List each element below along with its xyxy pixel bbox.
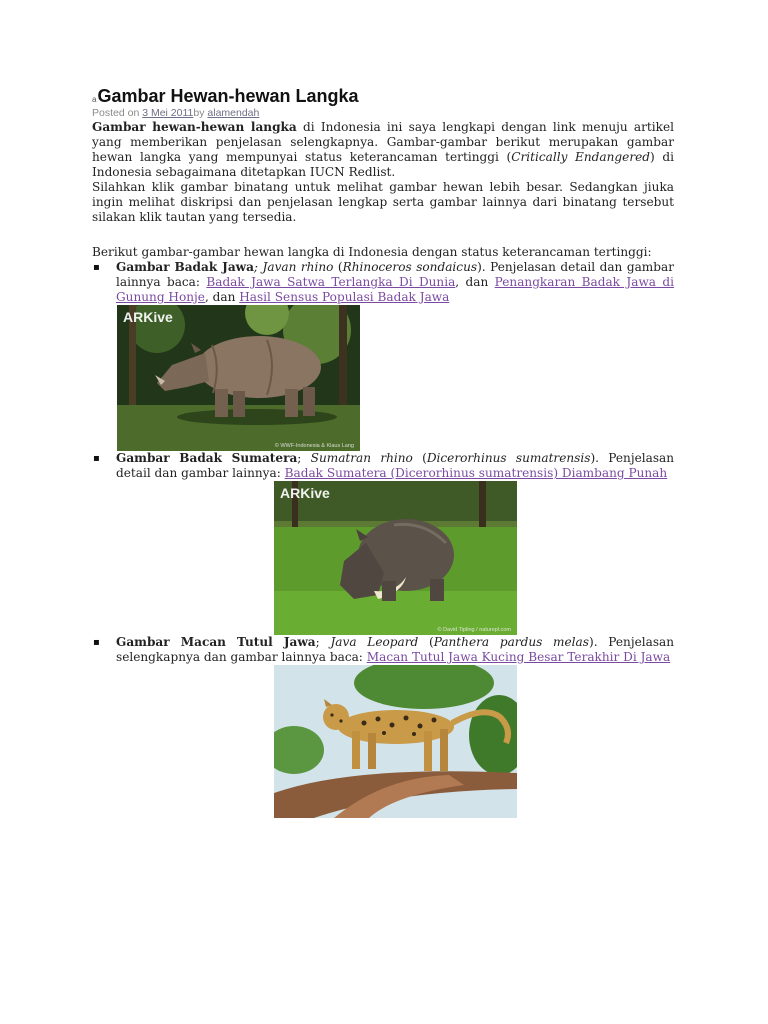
rhino-leg: [430, 579, 444, 601]
animal-description: [116, 635, 674, 665]
leopard-spot: [412, 732, 416, 736]
byline-by: by: [193, 107, 208, 119]
article: [92, 86, 674, 818]
animal-name: Gambar Macan Tutul Jawa: [116, 635, 316, 649]
leopard-spot: [382, 731, 386, 735]
leopard-spot: [389, 723, 394, 728]
java-leopard-photo[interactable]: [274, 665, 517, 818]
description-text: ). Penjelasan detail dan gambar lainnya:: [116, 451, 675, 480]
animal-item-java-leopard: [92, 635, 674, 818]
leopard-spot: [417, 724, 422, 729]
status-term: Critically Endangered: [511, 150, 650, 164]
article-link[interactable]: Penangkaran Badak Jawa di Gunung Honje: [116, 275, 675, 304]
tree-trunk: [339, 305, 347, 413]
leopard-spot: [375, 717, 380, 722]
description-text: ). Penjelasan detail dan gambar lainnya baca:: [116, 260, 674, 289]
leopard-head: [323, 704, 349, 730]
byline-prefix: Posted on: [92, 107, 143, 119]
square-bullet-icon: ▪: [93, 637, 100, 648]
intro-bold-term: Gambar hewan-hewan langka: [92, 120, 297, 134]
rhino-leg: [285, 389, 298, 417]
photo-credit: © David Tipling / naturepl.com: [437, 627, 511, 633]
intro-paragraph: [92, 120, 674, 180]
leopard-leg: [424, 731, 432, 771]
intro-text: di Indonesia ini saya lengkapi dengan link menuju artikel yang memberikan penjelasan selengkapnya. Gambar-gambar berikut merupakan gambar hewan langka yang mempunyai status keterancaman tertinggi (: [92, 120, 675, 164]
common-name: ; Javan rhino: [253, 260, 334, 274]
animal-item-javan-rhino: [92, 260, 674, 451]
leopard-leg: [368, 733, 376, 769]
animal-description: [116, 451, 674, 481]
rhino-leg: [233, 391, 245, 417]
instruction-paragraph: Silahkan klik gambar binatang untuk melihat gambar hewan lebih besar. Sedangkan jiuka ingin melihat diskripsi dan penjelasan lengkap serta gambar lainnya dari binatang tersebut silakan klik tautan yang tersedia.: [92, 180, 674, 224]
rhino-body: [197, 336, 321, 398]
leopard-spot: [431, 718, 436, 723]
page-title: Gambar Hewan-hewan Langka: [97, 86, 359, 106]
latin-name: Rhinoceros sondaicus: [342, 260, 478, 274]
leopard-leg: [352, 731, 360, 769]
sumatran-rhino-photo[interactable]: [274, 481, 517, 635]
description-text: ). Penjelasan selengkapnya dan gambar lainnya baca:: [116, 635, 675, 664]
intro-text-end: ) di Indonesia sebagaimana ditetapkan IUCN Redlist.: [92, 150, 674, 179]
animal-description: [116, 260, 674, 305]
watermark-text: ARKive: [123, 309, 173, 325]
tree-trunk: [479, 481, 486, 531]
article-body: [92, 120, 674, 818]
common-name: Sumatran rhino: [310, 451, 413, 465]
leopard-spot: [330, 713, 333, 716]
paren-open: (: [333, 260, 343, 274]
list-intro-paragraph: Berikut gambar-gambar hewan langka di Indonesia dengan status keterancaman tertinggi:: [92, 245, 652, 259]
rhino-leg: [303, 387, 315, 416]
leopard-spot: [339, 719, 342, 722]
byline: [92, 107, 674, 120]
article-link[interactable]: Hasil Sensus Populasi Badak Jawa: [239, 290, 450, 304]
rhino-leg: [382, 581, 396, 601]
name-separator: ;: [315, 635, 331, 649]
paren-open: (: [418, 635, 434, 649]
article-link[interactable]: Badak Jawa Satwa Terlangka Di Dunia: [206, 275, 456, 289]
name-separator: ;: [297, 451, 311, 465]
animal-item-sumatran-rhino: [92, 451, 674, 635]
animal-list: [92, 260, 674, 818]
common-name: Java Leopard: [330, 635, 419, 649]
square-bullet-icon: ▪: [93, 453, 100, 464]
square-bullet-icon: ▪: [93, 262, 100, 273]
leopard-leg: [440, 729, 448, 771]
article-link[interactable]: Macan Tutul Jawa Kucing Besar Terakhir Di Jawa: [366, 650, 671, 664]
title-row: [92, 86, 674, 107]
author-link[interactable]: alamendah: [207, 107, 260, 119]
watermark-text: ARKive: [279, 485, 330, 501]
paren-open: (: [412, 451, 427, 465]
leopard-spot: [403, 716, 408, 721]
post-date-link[interactable]: 3 Mei 2011: [142, 107, 194, 119]
latin-name: Dicerorhinus sumatrensis: [426, 451, 591, 465]
rhino-leg: [215, 389, 228, 417]
javan-rhino-photo[interactable]: [117, 305, 360, 451]
leopard-spot: [361, 721, 366, 726]
animal-name: Gambar Badak Jawa: [116, 260, 254, 274]
broken-image-marker: a: [92, 95, 97, 104]
latin-name: Panthera pardus melas: [433, 635, 589, 649]
article-link[interactable]: Badak Sumatera (Dicerorhinus sumatrensis) Diambang Punah: [284, 466, 668, 480]
link-joiner: , dan: [455, 275, 495, 289]
animal-name: Gambar Badak Sumatera: [116, 451, 298, 465]
photo-credit: © WWF-Indonesia & Klaus Lang: [274, 443, 354, 449]
link-joiner: , dan: [204, 290, 240, 304]
